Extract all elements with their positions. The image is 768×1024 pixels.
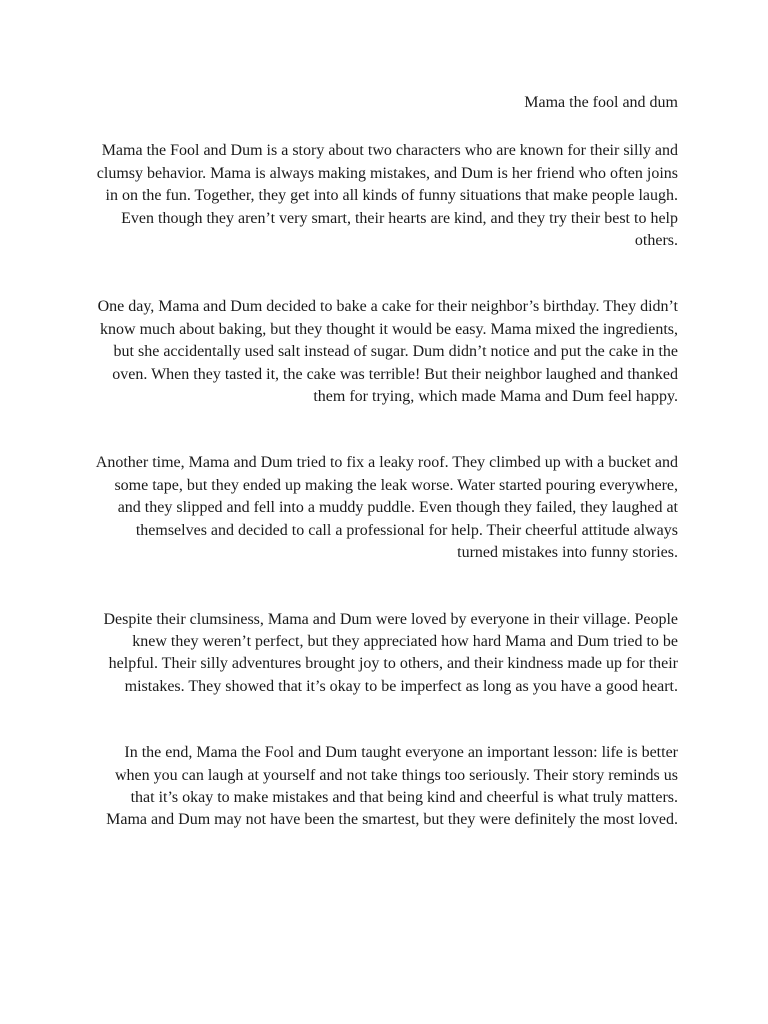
document-title: Mama the fool and dum (524, 94, 678, 111)
paragraph-cake: One day, Mama and Dum decided to bake a cake for their neighbor’s birthday. They didn’t know much about baking, but they thought it would be easy. Mama mixed the ingredients, but she accidentally used salt instead of sugar. Dum didn’t notice and put the cake in the oven. When they tasted it, the cake was terrible! But their neighbor laughed and thanked them for trying, which made Mama and Dum feel happy. (97, 298, 678, 406)
paragraph-village: Despite their clumsiness, Mama and Dum were loved by everyone in their village. People knew they weren’t perfect, but they appreciated how hard Mama and Dum tried to be helpful. Their silly adventures brought joy to others, and their kindness made up for their mistakes. They showed that it’s okay to be imperfect as long as you have a good heart. (103, 610, 678, 695)
paragraph-intro: Mama the Fool and Dum is a story about two characters who are known for their silly and clumsy behavior. Mama is always making mistakes, and Dum is her friend who often joins in on the fun. Together, they get into all kinds of funny situations that make people laugh. Even though they aren’t very smart, their hearts are kind, and they try their best to help others. (96, 142, 678, 250)
paragraph-conclusion: In the end, Mama the Fool and Dum taught everyone an important lesson: life is better when you can laugh at yourself and not take things too seriously. Their story reminds us that it’s okay to make mistakes and that being kind and cheerful is what truly matters. Mama and Dum may not have been the smartest, but they were definitely the most loved. (106, 744, 678, 829)
document-body (92, 92, 678, 832)
paragraph-roof: Another time, Mama and Dum tried to fix a leaky roof. They climbed up with a bucket and some tape, but they ended up making the leak worse. Water started pouring everywhere, and they slipped and fell into a muddy puddle. Even though they failed, they laughed at themselves and decided to call a professional for help. Their cheerful attitude always turned mistakes into funny stories. (95, 454, 678, 562)
